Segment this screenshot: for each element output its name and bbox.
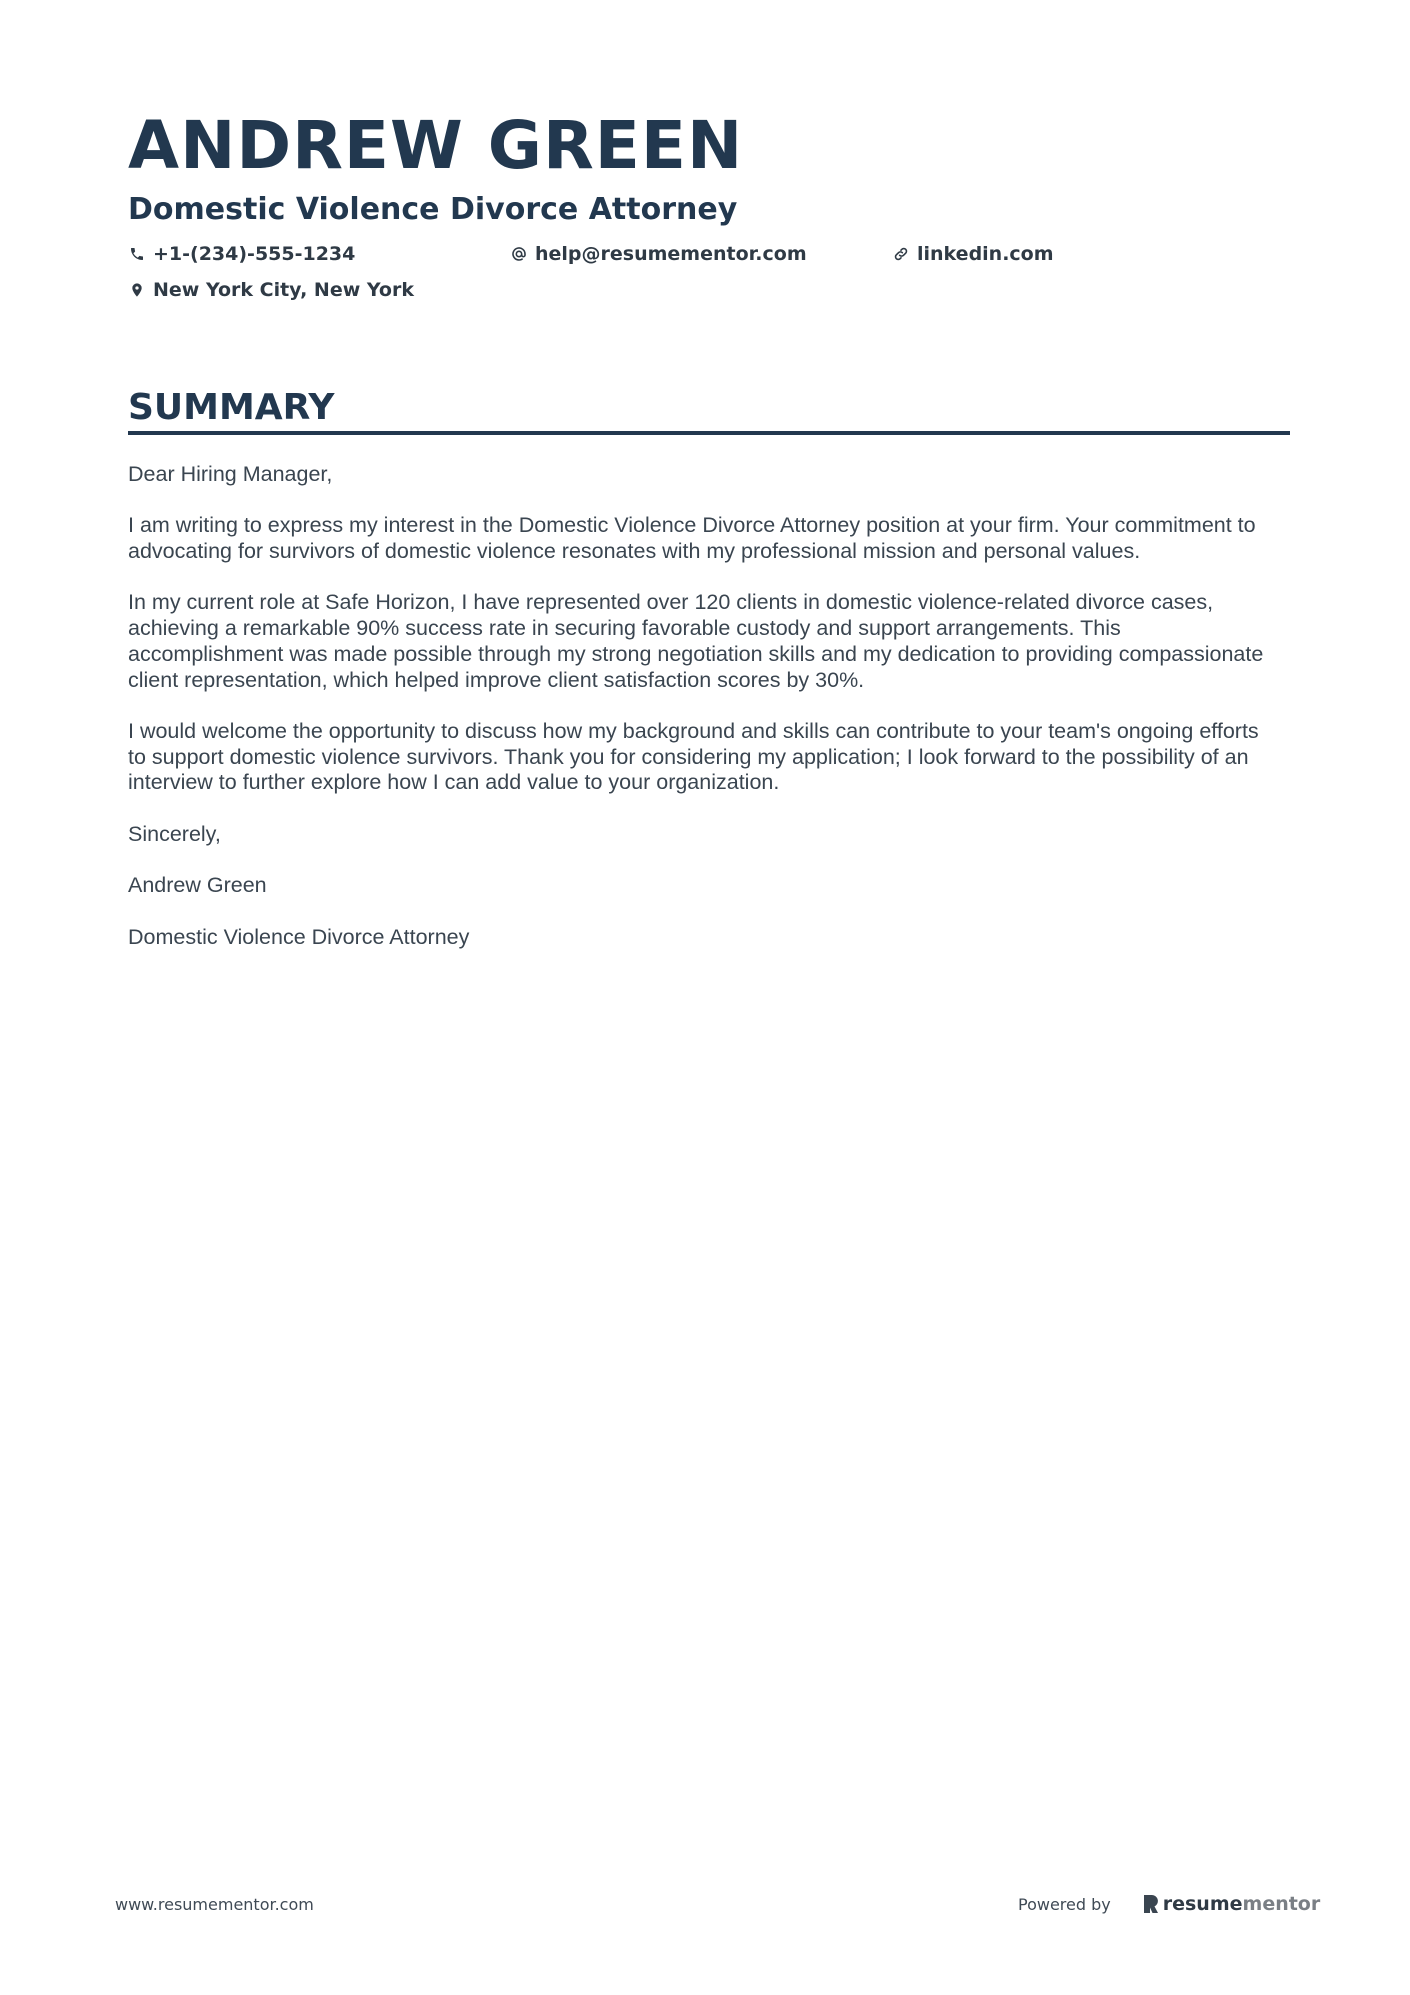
footer-website-link[interactable]: www.resumementor.com <box>115 1895 314 1914</box>
brand-name-part2: mentor <box>1242 1893 1321 1915</box>
at-icon <box>510 245 528 263</box>
contact-location <box>128 276 414 304</box>
link-icon <box>892 245 910 263</box>
letter-signature-name: Andrew Green <box>128 873 267 898</box>
contact-link[interactable] <box>892 240 1054 268</box>
footer-powered-by <box>1018 1893 1320 1915</box>
letter-paragraph: In my current role at Safe Horizon, I have represented over 120 clients in domestic violence-related divorce cases, achieving a remarkable 90% success rate in securing favorable custody and support arrangements. This accomplishment was made possible through my strong negotiation skills and my dedication to providing compassionate client representation, which helped improve client satisfaction scores by 30%. <box>128 590 1264 692</box>
link-text: linkedin.com <box>917 243 1054 265</box>
brand-mark-icon <box>1143 1894 1159 1914</box>
letter-paragraph: I am writing to express my interest in the Domestic Violence Divorce Attorney position at your firm. Your commitment to advocating for survivors of domestic violence resonates with my professional mission and personal values. <box>128 513 1256 564</box>
letter-paragraph: I would welcome the opportunity to discuss how my background and skills can contribute to your team's ongoing efforts to support domestic violence survivors. Thank you for considering my application; I look forward to the possibility of an interview to further explore how I can add value to your organization. <box>128 718 1259 795</box>
location-text: New York City, New York <box>153 279 414 301</box>
letter-salutation: Dear Hiring Manager, <box>128 462 333 486</box>
candidate-name: ANDREW GREEN <box>128 107 744 184</box>
letter-signature-title: Domestic Violence Divorce Attorney <box>128 924 470 949</box>
candidate-title: Domestic Violence Divorce Attorney <box>128 192 738 227</box>
brand-logo[interactable] <box>1143 1893 1321 1915</box>
section-heading-summary: SUMMARY <box>128 387 335 428</box>
phone-text: +1-(234)-555-1234 <box>153 243 356 265</box>
email-text: help@resumementor.com <box>535 243 807 265</box>
phone-icon <box>128 245 146 263</box>
contact-email[interactable] <box>510 240 807 268</box>
location-pin-icon <box>128 281 146 299</box>
section-divider <box>128 431 1290 435</box>
powered-by-label: Powered by <box>1018 1894 1111 1914</box>
letter-body <box>128 462 1278 976</box>
contact-phone[interactable] <box>128 240 355 268</box>
letter-closing: Sincerely, <box>128 821 221 846</box>
brand-name-part1: resume <box>1162 1893 1243 1915</box>
